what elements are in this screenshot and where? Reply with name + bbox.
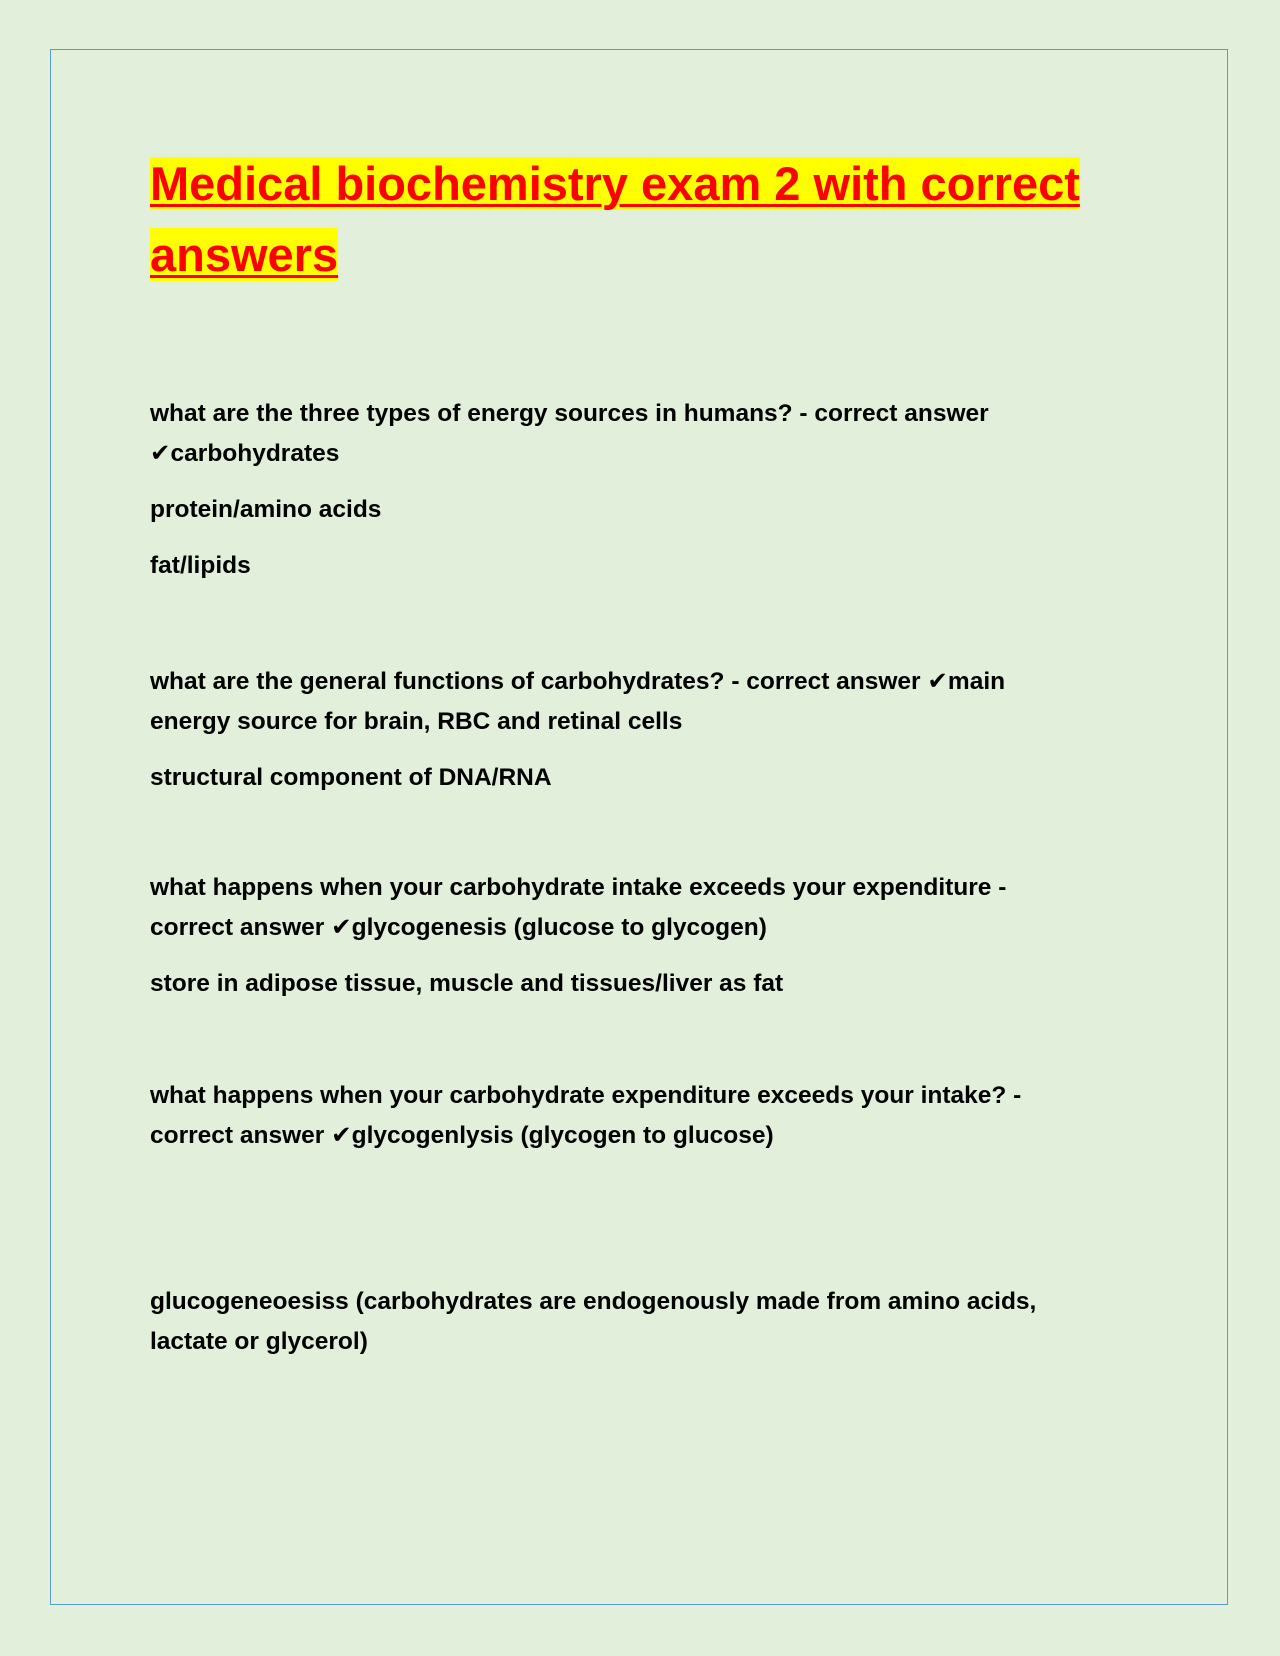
trailing-text: glucogeneoesiss (carbohydrates are endogenously made from amino acids, lactate or glycerol) xyxy=(150,1288,1037,1355)
document-body xyxy=(150,148,1090,1355)
qa-item-4 xyxy=(150,1076,1090,1156)
qa-item-1 xyxy=(150,394,1090,586)
question-text: what happens when your carbohydrate expenditure exceeds your intake? - correct answer ✔glycogenlysis (glycogen to glucose) xyxy=(150,1082,1022,1149)
answer-line: store in adipose tissue, muscle and tissues/liver as fat xyxy=(150,970,784,997)
answer-line: protein/amino acids xyxy=(150,496,382,523)
question-text: what happens when your carbohydrate intake exceeds your expenditure - correct answer ✔glycogenesis (glucose to glycogen) xyxy=(150,874,1007,941)
qa-item-3 xyxy=(150,868,1090,1004)
title-highlight: Medical biochemistry exam 2 with correct answers xyxy=(150,157,1080,281)
question-text: what are the three types of energy sources in humans? - correct answer ✔carbohydrates xyxy=(150,400,989,467)
answer-line: structural component of DNA/RNA xyxy=(150,764,552,791)
answer-line: fat/lipids xyxy=(150,552,251,579)
question-text: what are the general functions of carbohydrates? - correct answer ✔main energy source for brain, RBC and retinal cells xyxy=(150,668,1006,735)
trailing-paragraph xyxy=(150,1282,1090,1362)
document-title xyxy=(150,148,1090,290)
qa-item-2 xyxy=(150,662,1090,798)
